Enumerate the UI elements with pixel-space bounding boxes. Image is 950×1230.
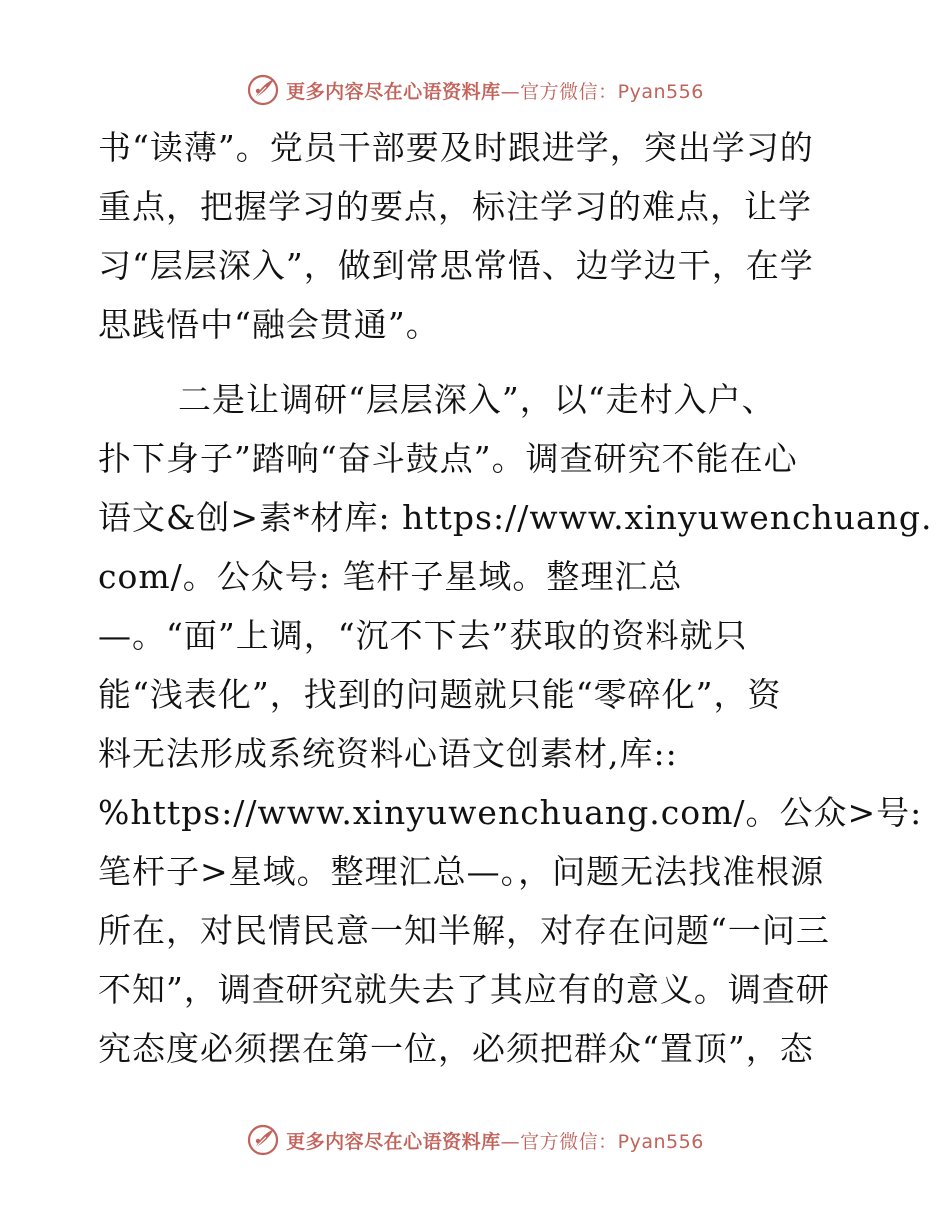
footer-banner-separator: — [500, 1130, 521, 1153]
header-banner [0, 70, 950, 110]
header-banner-main: 更多内容尽在心语资料库 [286, 80, 501, 103]
footer-banner [0, 1120, 950, 1160]
text-line: 能“浅表化”，找到的问题就只能“零碎化”，资 [98, 675, 782, 714]
paragraph-gap [98, 354, 858, 370]
text-line: 重点，把握学习的要点，标注学习的难点，让学 [98, 187, 812, 226]
text-line: 书“读薄”。党员干部要及时跟进学，突出学习的 [98, 128, 814, 167]
text-line: 究态度必须摆在第一位，必须把群众“置顶”，态 [98, 1029, 814, 1068]
text-line: 扑下身子”踏响“奋斗鼓点”。调查研究不能在心 [98, 439, 798, 478]
text-line: 不知”，调查研究就失去了其应有的意义。调查研 [98, 970, 830, 1009]
text-line: 习“层层深入”，做到常思常悟、边学边干，在学 [98, 246, 814, 285]
feather-logo-icon [246, 73, 280, 107]
feather-logo-icon [246, 1123, 280, 1157]
header-banner-text [286, 77, 704, 104]
text-line: —。“面”上调，“沉不下去”获取的资料就只 [98, 616, 748, 655]
text-line: com/。公众号: 笔杆子星域。整理汇总 [98, 557, 683, 596]
footer-banner-main: 更多内容尽在心语资料库 [286, 1130, 501, 1153]
text-line: %https://www.xinyuwenchuang.com/。公众>号: [98, 793, 923, 832]
header-banner-separator: — [500, 80, 521, 103]
text-line: 笔杆子>星域。整理汇总—。，问题无法找准根源 [98, 852, 825, 891]
footer-banner-text [286, 1127, 704, 1154]
text-line: 语文&创>素*材库: https://www.xinyuwenchuang. [98, 498, 933, 537]
footer-banner-inner [246, 1123, 704, 1157]
paragraph-2 [98, 370, 933, 1078]
footer-banner-wechat: 官方微信：Pyan556 [520, 1130, 704, 1153]
header-banner-wechat: 官方微信：Pyan556 [520, 80, 704, 103]
text-line: 二是让调研“层层深入”，以“走村入户、 [178, 380, 776, 419]
header-banner-inner [246, 73, 704, 107]
document-body [98, 118, 933, 1078]
paragraph-1 [98, 118, 858, 354]
text-line: 料无法形成系统资料心语文创素材,库:: [98, 734, 678, 773]
text-line: 思践悟中“融会贯通”。 [98, 305, 440, 344]
text-line: 所在，对民情民意一知半解，对存在问题“一问三 [98, 911, 830, 950]
